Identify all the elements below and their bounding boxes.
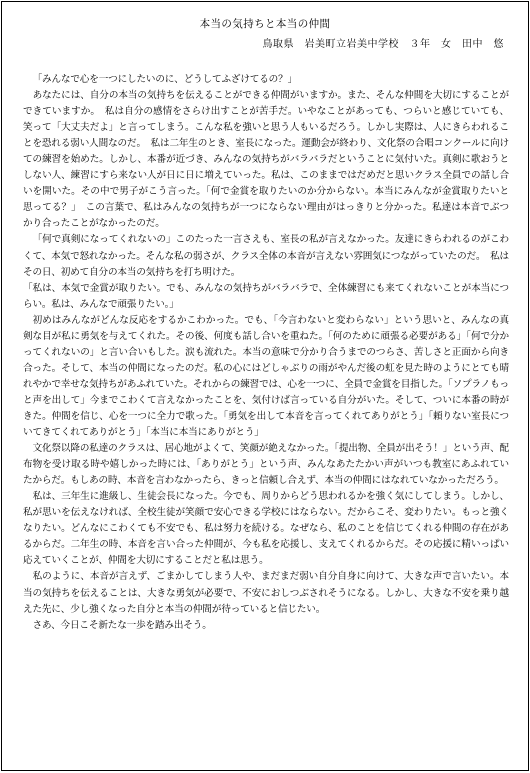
author-byline: 鳥取県 岩美町立岩美中学校 ３年 女 田中 悠 xyxy=(262,39,504,50)
essay-page xyxy=(1,1,529,771)
essay-title: 本当の気持ちと本当の仲間 xyxy=(199,18,331,30)
paragraph: あなたには、自分の本当の気持ちを伝えることができる仲間がいますか。また、そんな仲間を大切にすることができていますか。 私は自分の感情をさらけ出すことが苦手だ。いやなことがあっても、つらいと感じていても、笑って「大丈夫だよ」と言ってしまう。こんな私を強いと思う人もいるだろう。しかし実際は、人にきらわれることを恐れる弱い人間なのだ。 私は二年生のとき、室長になった。運動会が終わり、文化祭の合唱コンクールに向けての練習を始めた。しかし、本番が近づき、みんなの気持ちがバラバラだということに気付いた。真剣に歌おうとしない人、練習にすら来ない人が日に日に増えていった。私は、このままではだめだと思いクラス全員での話し合いを開いた。その中で男子がこう言った。「何で金賞を取りたいのか分からない。本当にみんなが金賞取りたいと思ってる？」 この言葉で、私はみんなの気持ちが一つにならない理由がはっきりと分かった。私達は本音でぶつかり合ったことがなかったのだ。 xyxy=(23,90,509,230)
paragraph: 「みんなで心を一つにしたいのに、どうしてふざけてるの？」 xyxy=(32,74,298,85)
paragraph: 「私は、本気で金賞が取りたい。でも、みんなの気持ちがバラバラで、全体練習にも来てくれないことが本当につらい。私は、みんなで頑張りたい。」 xyxy=(23,282,509,310)
paragraph: 私のように、本音が言えず、ごまかしてしまう人や、まだまだ弱い自分自身に向けて、大きな声で言いたい。本当の気持ちを伝えることは、大きな勇気が必要で、不安におしつぶされそうになる。しかし、大きな不安を乗り越えた先に、少し強くなった自分と本当の仲間が待っていると信じたい。 xyxy=(23,571,509,615)
essay-body xyxy=(23,72,509,634)
paragraph: 文化祭以降の私達のクラスは、居心地がよくて、笑顔が絶えなかった。「提出物、全員が出そう！」という声、配布物を受け取る時や嬉しかった時には、「ありがとう」という声、みんなあたたかい声がいつも教室にあふれていたからだ。もしあの時、本音を言わなかったら、きっと信頼し合えず、本当の仲間にはなれていなかっただろう。 xyxy=(23,443,509,487)
paragraph: 「何で真剣になってくれないの」このたった一言さえも、室長の私が言えなかった。友達にきらわれるのがこわくて、本気で怒れなかった。そんな私の弱さが、クラス全体の本音が言えない雰囲気につながっていたのだ。 私はその日、初めて自分の本当の気持ちを打ち明けた。 xyxy=(23,234,509,278)
paragraph: 初めはみんながどんな反応をするかこわかった。でも、「今言わないと変わらない」という思いと、みんなの真剣な目が私に勇気を与えてくれた。その後、何度も話し合いを重ねた。「何のために頑張る必要がある」「何で分かってくれないの」と言い合いもした。涙も流れた。本当の意味で分かり合うまでのつらさ、苦しさと正面から向き合った。そして、本当の仲間になったのだ。私の心にはどしゃぶりの雨がやんだ後の虹を見た時のようにとても晴れやかで幸せな気持ちがあふれていた。それからの練習では、心を一つに、全員で金賞を目指した。「ソプラノもっと声を出して」今までこわくて言えなかったことを、気付けば言っている自分がいた。そして、ついに本番の時がきた。仲間を信じ、心を一つに全力で歌った。「勇気を出して本音を言ってくれてありがとう」「頼りない室長についてきてくれてありがとう」「本当に本当にありがとう」 xyxy=(23,314,509,439)
paragraph: 私は、三年生に進級し、生徒会長になった。今でも、周りからどう思われるかを強く気にしてしまう。しかし、私が思いを伝えなければ、全校生徒が笑顔で安心できる学校にはならない。だからこそ、変わりたい。もっと強くなりたい。どんなにこわくても不安でも、私は努力を続ける。なぜなら、私のことを信じてくれる仲間の存在があるからだ。二年生の時、本音を言い合った仲間が、今も私を応援し、支えてくれるからだ。その応援に精いっぱい応えていくことが、仲間を大切にすることだと私は思う。 xyxy=(23,491,509,567)
paragraph: さあ、今日こそ新たな一歩を踏み出そう。 xyxy=(32,619,212,631)
